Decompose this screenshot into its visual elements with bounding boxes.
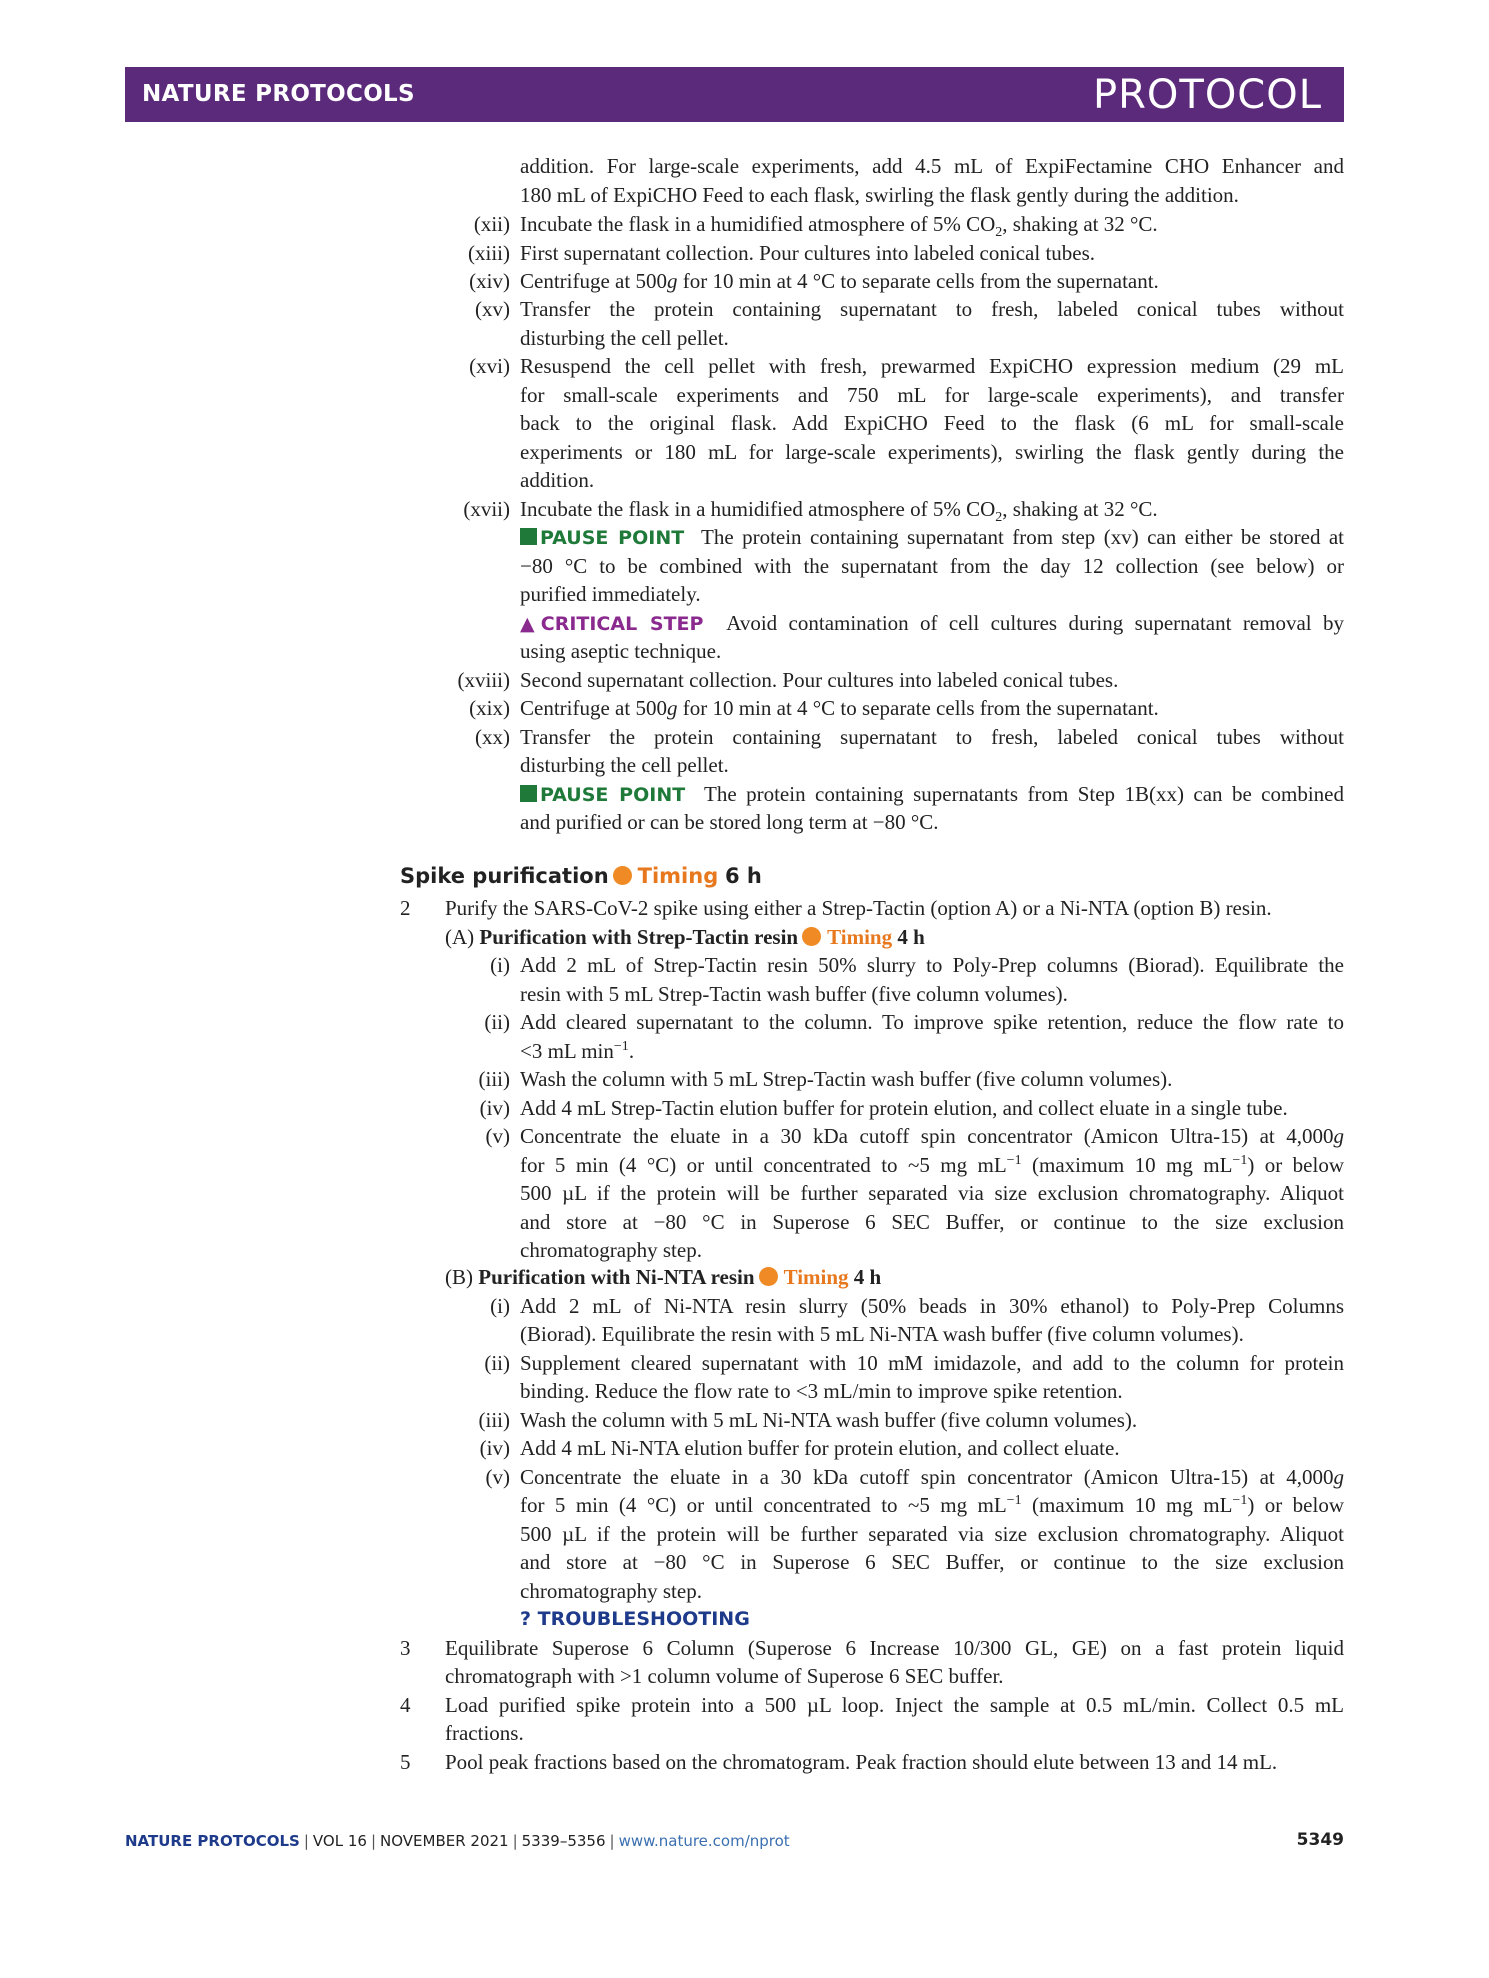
critical-step-note: ▲CRITICAL STEP Avoid contamination of cell cultures during supernatant removal by (520, 611, 1344, 635)
body-line: purified immediately. (520, 582, 701, 606)
body-line: for small-scale experiments and 750 mL for large-scale experiments), and transfer (520, 383, 1344, 407)
body-line: <3 mL $\min^{-1}$. (520, 1039, 635, 1063)
body-line: addition. For large-scale experiments, add 4.5 mL of ExpiFectamine CHO Enhancer and (520, 154, 1344, 178)
body-line: chromatography step. (520, 1579, 702, 1603)
body-line: and purified or can be stored long term at −80 °C. (520, 810, 939, 834)
body-line: Resuspend the cell pellet with fresh, prewarmed ExpiCHO expression medium (29 mL (520, 354, 1344, 378)
critical-step-label: ▲CRITICAL STEP (520, 613, 704, 635)
step-number: (xvii) (463, 497, 510, 521)
warning-triangle-icon: ▲ (520, 613, 541, 635)
body-line: disturbing the cell pellet. (520, 326, 729, 350)
body-line: Add 4 mL Strep-Tactin elution buffer for protein elution, and collect eluate in a single tube. (520, 1096, 1288, 1120)
body-line: Purify the SARS-CoV-2 spike using either a Strep-Tactin (option A) or a Ni-NTA (option B) resin. (445, 896, 1272, 920)
page-number: 5349 (1296, 1830, 1344, 1850)
footer: NATURE PROTOCOLS | VOL 16 | NOVEMBER 2021 | 5339–5356 | www.nature.com/nprot (125, 1832, 790, 1850)
header-banner (125, 67, 1344, 122)
body-line: Concentrate the eluate in a 30 kDa cutoff spin concentrator (Amicon Ultra-15) at 4,000g (520, 1465, 1344, 1489)
body-line: Load purified spike protein into a 500 µL loop. Inject the sample at 0.5 mL/min. Collect 0.5 mL (445, 1693, 1344, 1717)
body-line: Transfer the protein containing supernatant to fresh, labeled conical tubes without (520, 725, 1344, 749)
step-number: (v) (485, 1465, 510, 1489)
step-number: (xiv) (469, 269, 510, 293)
pause-square-icon (520, 528, 537, 545)
step-number: (xiii) (468, 241, 510, 265)
body-line: Wash the column with 5 mL Ni-NTA wash buffer (five column volumes). (520, 1408, 1138, 1432)
section-heading: Spike purification Timing 6 h (400, 864, 762, 888)
body-line: experiments or 180 mL for large-scale experiments), swirling the flask gently during the (520, 440, 1344, 464)
pause-point-label: PAUSE POINT (520, 527, 684, 549)
footer-url[interactable]: www.nature.com/nprot (618, 1832, 790, 1850)
body-line: 180 mL of ExpiCHO Feed to each flask, swirling the flask gently during the addition. (520, 183, 1239, 207)
step-number: 4 (400, 1693, 411, 1717)
body-line: Wash the column with 5 mL Strep-Tactin wash buffer (five column volumes). (520, 1067, 1173, 1091)
body-line: 500 µL if the protein will be further separated via size exclusion chromatography. Aliquot (520, 1522, 1344, 1546)
timing-dot-icon (802, 927, 821, 946)
step-number: (xviii) (457, 668, 510, 692)
journal-name: NATURE PROTOCOLS (142, 81, 415, 107)
step-number: (xv) (475, 297, 510, 321)
body-line: Equilibrate Superose 6 Column (Superose 6 Increase 10/300 GL, GE) on a fast protein liquid (445, 1636, 1344, 1660)
footer-pages: 5339–5356 (521, 1832, 606, 1850)
body-line: Centrifuge at 500g for 10 min at 4 °C to separate cells from the supernatant. (520, 269, 1159, 293)
step-number: (xvi) (469, 354, 510, 378)
body-line: Add 2 mL of Ni-NTA resin slurry (50% beads in 30% ethanol) to Poly-Prep Columns (520, 1294, 1344, 1318)
step-number: (xx) (475, 725, 510, 749)
pause-point-note: PAUSE POINT The protein containing supernatant from step (xv) can either be stored at (520, 523, 1344, 553)
timing-dot-icon (759, 1267, 778, 1286)
pause-square-icon (520, 785, 537, 802)
footer-volume: VOL 16 (312, 1832, 367, 1850)
body-line: Add 2 mL of Strep-Tactin resin 50% slurry to Poly-Prep columns (Biorad). Equilibrate the (520, 953, 1344, 977)
step-number: (iii) (478, 1067, 510, 1091)
timing-dot-icon (613, 866, 632, 885)
step-number: (iii) (478, 1408, 510, 1432)
step-number: 2 (400, 896, 411, 920)
body-line: chromatograph with >1 column volume of Superose 6 SEC buffer. (445, 1664, 1004, 1688)
body-line: for 5 min (4 °C) or until concentrated to ~5 mg $mL^{-1}$ (maximum 10 mg $mL^{-1}$) or below (520, 1493, 1344, 1517)
step-number: (i) (490, 953, 510, 977)
body-line: resin with 5 mL Strep-Tactin wash buffer (five column volumes). (520, 982, 1068, 1006)
body-line: Incubate the flask in a humidified atmosphere of 5% $CO_2$, shaking at 32 °C. (520, 497, 1158, 526)
body-line: Concentrate the eluate in a 30 kDa cutoff spin concentrator (Amicon Ultra-15) at 4,000g (520, 1124, 1344, 1148)
pause-point-note: PAUSE POINT The protein containing supernatants from Step 1B(xx) can be combined (520, 780, 1344, 810)
body-line: binding. Reduce the flow rate to <3 mL/min to improve spike retention. (520, 1379, 1123, 1403)
step-number: (xii) (473, 212, 510, 236)
body-line: 500 µL if the protein will be further separated via size exclusion chromatography. Aliquot (520, 1181, 1344, 1205)
footer-journal: NATURE PROTOCOLS (125, 1832, 300, 1850)
body-line: Centrifuge at 500g for 10 min at 4 °C to separate cells from the supernatant. (520, 696, 1159, 720)
step-number: 5 (400, 1750, 411, 1774)
body-line: using aseptic technique. (520, 639, 722, 663)
body-line: fractions. (445, 1721, 524, 1745)
body-line: (Biorad). Equilibrate the resin with 5 mL Ni-NTA wash buffer (five column volumes). (520, 1322, 1244, 1346)
step-number: (ii) (484, 1010, 510, 1034)
step-number: (iv) (479, 1096, 510, 1120)
body-line: First supernatant collection. Pour cultures into labeled conical tubes. (520, 241, 1096, 265)
option-heading: (B) Purification with Ni-NTA resin Timing 4 h (445, 1265, 882, 1289)
step-number: (ii) (484, 1351, 510, 1375)
body-line: and store at −80 °C in Superose 6 SEC Buffer, or continue to the size exclusion (520, 1550, 1344, 1574)
step-number: (v) (485, 1124, 510, 1148)
step-number: 3 (400, 1636, 411, 1660)
option-heading: (A) Purification with Strep-Tactin resin Timing 4 h (445, 925, 925, 949)
body-line: back to the original flask. Add ExpiCHO Feed to the flask (6 mL for small-scale (520, 411, 1344, 435)
body-line: −80 °C to be combined with the supernatant from the day 12 collection (see below) or (520, 554, 1344, 578)
body-line: Add cleared supernatant to the column. To improve spike retention, reduce the flow rate to (520, 1010, 1344, 1034)
body-line: Incubate the flask in a humidified atmosphere of 5% $CO_2$, shaking at 32 °C. (520, 212, 1158, 241)
body-line: Supplement cleared supernatant with 10 mM imidazole, and add to the column for protein (520, 1351, 1344, 1375)
step-number: (xix) (469, 696, 510, 720)
body-line: disturbing the cell pellet. (520, 753, 729, 777)
step-number: (iv) (479, 1436, 510, 1460)
body-line: Second supernatant collection. Pour cultures into labeled conical tubes. (520, 668, 1119, 692)
body-line: Add 4 mL Ni-NTA elution buffer for protein elution, and collect eluate. (520, 1436, 1120, 1460)
body-line: Pool peak fractions based on the chromatogram. Peak fraction should elute between 13 and 14 mL. (445, 1750, 1278, 1774)
pause-point-label: PAUSE POINT (520, 784, 685, 806)
article-type: PROTOCOL (1092, 72, 1322, 118)
body-line: and store at −80 °C in Superose 6 SEC Buffer, or continue to the size exclusion (520, 1210, 1344, 1234)
body-line: for 5 min (4 °C) or until concentrated to ~5 mg $mL^{-1}$ (maximum 10 mg $mL^{-1}$) or below (520, 1153, 1344, 1177)
step-number: (i) (490, 1294, 510, 1318)
troubleshooting-link[interactable]: ? TROUBLESHOOTING (520, 1608, 750, 1630)
body-line: chromatography step. (520, 1238, 702, 1262)
body-line: Transfer the protein containing supernatant to fresh, labeled conical tubes without (520, 297, 1344, 321)
footer-date: NOVEMBER 2021 (380, 1832, 509, 1850)
body-line: addition. (520, 468, 595, 492)
